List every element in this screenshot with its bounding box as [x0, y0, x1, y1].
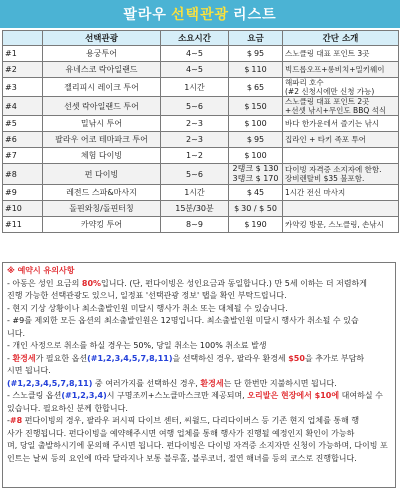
- price-line: 2탱크 $ 130: [232, 164, 279, 173]
- table-row: [3, 217, 399, 233]
- price-value: 65: [253, 82, 265, 92]
- note-line: 시면 됩니다.: [7, 366, 51, 375]
- tour-name: 돌핀와칭/돌핀터칭: [43, 201, 161, 217]
- note-line: 사가 진행됩니다. 펀다이빙을 예약해주시면 여행 업체를 통해 행사가 진행될 예정인지 확인이 가능하: [7, 428, 355, 438]
- price-value: 30 / $ 50: [241, 204, 277, 213]
- description-line: 스노클링 대표 포인트 3곳: [285, 49, 370, 58]
- row-number: #9: [3, 185, 43, 201]
- table-row: [3, 46, 399, 62]
- note-highlight: (#1,2,3,4,5,7,8,11): [87, 353, 173, 363]
- price-line: 3탱크 $ 170: [232, 174, 279, 183]
- tour-name: 체험 다이빙: [43, 148, 161, 164]
- tour-price: [229, 116, 283, 132]
- price-value: 110: [251, 65, 267, 74]
- row-number: #4: [3, 97, 43, 116]
- table-row: [3, 97, 399, 116]
- tour-description: [283, 185, 399, 201]
- note-highlight: $50: [288, 353, 305, 363]
- description-line: 해파리 호수: [285, 78, 324, 87]
- tour-duration: 2~3: [161, 116, 229, 132]
- title-pre: 팔라우: [123, 7, 167, 23]
- row-number: #10: [3, 201, 43, 217]
- note-line: - 현지 기상 상황이나 최소출발인원 미달시 행사가 취소 또는 대체될 수 있습니다.: [7, 303, 288, 313]
- col-header-desc: 간단 소개: [283, 31, 399, 46]
- col-header-no: [3, 31, 43, 46]
- table-row: [3, 116, 399, 132]
- tour-duration: 4~5: [161, 46, 229, 62]
- description-line: 다이빙 자격증 소지자에 한함.: [285, 165, 382, 174]
- note-line: (#1,2,3,4,5,7,8,11) 중 여러가지를 선택하신 경우, 환경세는 단 한번만 지불하시면 됩니다.: [7, 378, 337, 388]
- row-number: #1: [3, 46, 43, 62]
- currency-symbol: $: [234, 204, 240, 213]
- tour-description: [283, 132, 399, 148]
- price-value: 150: [251, 101, 267, 111]
- table-header-row: [3, 31, 399, 46]
- tour-price: [229, 185, 283, 201]
- tour-name: 레전드 스파&마사지: [43, 185, 161, 201]
- description-line: (#2 신청시에만 신청 가능): [285, 87, 375, 96]
- currency-symbol: $: [246, 49, 252, 58]
- currency-symbol: $: [244, 220, 250, 229]
- col-header-time: 소요시간: [161, 31, 229, 46]
- table-row: [3, 62, 399, 78]
- price-value: 95: [253, 135, 265, 144]
- booking-notes: [2, 262, 396, 488]
- title-post: 리스트: [233, 7, 277, 23]
- tour-description: [283, 217, 399, 233]
- tour-price: [229, 78, 283, 97]
- tour-description: [283, 116, 399, 132]
- page-title: [0, 0, 400, 28]
- tour-name: 젤리피시 레이크 투어: [43, 78, 161, 97]
- note-line: 니다.: [7, 328, 25, 338]
- description-line: 장비렌탈비 $35 불포함.: [285, 174, 365, 183]
- description-line: 바다 한가운데서 즐기는 낚시: [285, 119, 380, 128]
- table-row: [3, 164, 399, 185]
- table-row: [3, 132, 399, 148]
- row-number: #11: [3, 217, 43, 233]
- tour-price: [229, 201, 283, 217]
- price-value: 45: [253, 188, 265, 197]
- table-row: [3, 201, 399, 217]
- tour-description: [283, 148, 399, 164]
- note-line: 진행 가능한 선택관광도 있으니, 일정표 '선택관광 정보' 탭을 확인 부탁드립니다.: [7, 291, 287, 300]
- row-number: #7: [3, 148, 43, 164]
- tour-name: 유네스코 락아일랜드: [43, 62, 161, 78]
- currency-symbol: $: [244, 101, 250, 111]
- price-value: 95: [253, 49, 265, 58]
- tour-table: [2, 30, 399, 233]
- tour-name: 밀낚시 투어: [43, 116, 161, 132]
- col-header-price: 요금: [229, 31, 283, 46]
- table-row: [3, 78, 399, 97]
- tour-name: 펀 다이빙: [43, 164, 161, 185]
- description-line: 집라인 + 타키 족포 투어: [285, 135, 367, 144]
- note-highlight: 80%: [81, 278, 102, 288]
- tour-name: 카약킹 투어: [43, 217, 161, 233]
- tour-duration: 1시간: [161, 185, 229, 201]
- description-line: 빅드롭오프+롱비치+밀키웨이: [285, 65, 385, 74]
- currency-symbol: $: [246, 82, 252, 92]
- row-number: #3: [3, 78, 43, 97]
- tour-description: [283, 201, 399, 217]
- table-row: [3, 185, 399, 201]
- note-line: - 아동은 성인 요금의 80%입니다. (단, 펀다이빙은 성인요금과 동일합니다.) 만 5세 이하는 더 저렴하게: [7, 278, 368, 288]
- tour-price: [229, 97, 283, 116]
- currency-symbol: $: [244, 119, 250, 128]
- tour-duration: 2~3: [161, 132, 229, 148]
- table-row: [3, 148, 399, 164]
- currency-symbol: $: [246, 188, 252, 197]
- note-line: - 개인 사정으로 취소를 하실 경우는 50%, 당일 취소는 100% 취소료 발생: [7, 341, 267, 350]
- tour-description: [283, 78, 399, 97]
- tour-price: [229, 217, 283, 233]
- col-header-name: 선택관광: [43, 31, 161, 46]
- note-highlight: 오리발은 현장에서 $10에: [247, 391, 340, 400]
- row-number: #5: [3, 116, 43, 132]
- currency-symbol: $: [244, 65, 250, 74]
- currency-symbol: $: [246, 135, 252, 144]
- tour-duration: 8~9: [161, 217, 229, 233]
- tour-duration: 1~2: [161, 148, 229, 164]
- price-value: 100: [251, 151, 267, 160]
- description-line: +선셋 낚시+무인도 BBQ 석식: [285, 106, 387, 115]
- price-value: 190: [251, 220, 267, 229]
- tour-price: [229, 164, 283, 185]
- description-line: 스노클링 대표 포인트 2곳: [285, 97, 370, 106]
- note-highlight: (#1,2,3,4): [61, 391, 107, 400]
- tour-price: [229, 46, 283, 62]
- tour-price: [229, 132, 283, 148]
- tour-price: [229, 62, 283, 78]
- tour-duration: 1시간: [161, 78, 229, 97]
- tour-description: [283, 97, 399, 116]
- currency-symbol: $: [244, 151, 250, 160]
- tour-duration: 4~5: [161, 62, 229, 78]
- note-line: 며, 당일 출발하시기에 문의해 주시면 됩니다. 펀다이빙은 다이빙 자격증 소지자만 신청이 가능하며, 다이빙 포: [7, 441, 388, 450]
- tour-duration: 5~6: [161, 164, 229, 185]
- note-highlight: 환경세: [12, 353, 36, 363]
- row-number: #8: [3, 164, 43, 185]
- tour-name: 팔라우 어코 테마파크 투어: [43, 132, 161, 148]
- note-line: -#8 펀다이빙의 경우, 팔라우 퍼시픽 다이브 센터, 씨윌드, 다리다이버스 등 기존 현지 업체를 통해 행: [7, 416, 360, 425]
- notes-heading: ※ 예약시 유의사항: [7, 266, 75, 275]
- row-number: #6: [3, 132, 43, 148]
- note-line: - 스노클링 옵션(#1,2,3,4)시 구명조끼+스노클마스크만 제공되며, 오리발은 현장에서 $10에 대여하실 수: [7, 391, 383, 400]
- tour-name: 선셋 락아일랜드 투어: [43, 97, 161, 116]
- note-line: - #9를 제외한 모든 옵션의 최소출발인원은 12명입니다. 최소출발인원 미달시 행사가 취소될 수 있습: [7, 316, 359, 325]
- tour-name: 용궁투어: [43, 46, 161, 62]
- title-highlight: 선택관광: [170, 7, 230, 23]
- tour-duration: 15분/30분: [161, 201, 229, 217]
- note-highlight: 환경세: [200, 378, 224, 388]
- note-line: - 환경세가 필요한 옵션(#1,2,3,4,5,7,8,11)을 선택하신 경우, 팔라우 환경세 $50을 추가로 부담하: [7, 353, 365, 363]
- row-number: #2: [3, 62, 43, 78]
- tour-price: [229, 148, 283, 164]
- tour-duration: 5~6: [161, 97, 229, 116]
- tour-description: [283, 164, 399, 185]
- tour-description: [283, 46, 399, 62]
- description-line: 카약킹 방문, 스노클링, 손낚시: [285, 220, 384, 229]
- note-line: 있습니다. 필요하신 분께 한합니다.: [7, 403, 128, 413]
- tour-table-body: [3, 46, 399, 233]
- description-line: 1시간 전신 마사지: [285, 188, 346, 197]
- tour-description: [283, 62, 399, 78]
- note-highlight: #8: [9, 416, 23, 425]
- note-line: 인트는 날씨 등의 요인에 따라 달라지나 보통 블루홀, 블루코너, 절연 해녀를 등의 코스로 진행합니다.: [7, 453, 357, 463]
- note-highlight: (#1,2,3,4,5,7,8,11): [7, 378, 93, 388]
- price-value: 100: [251, 119, 267, 128]
